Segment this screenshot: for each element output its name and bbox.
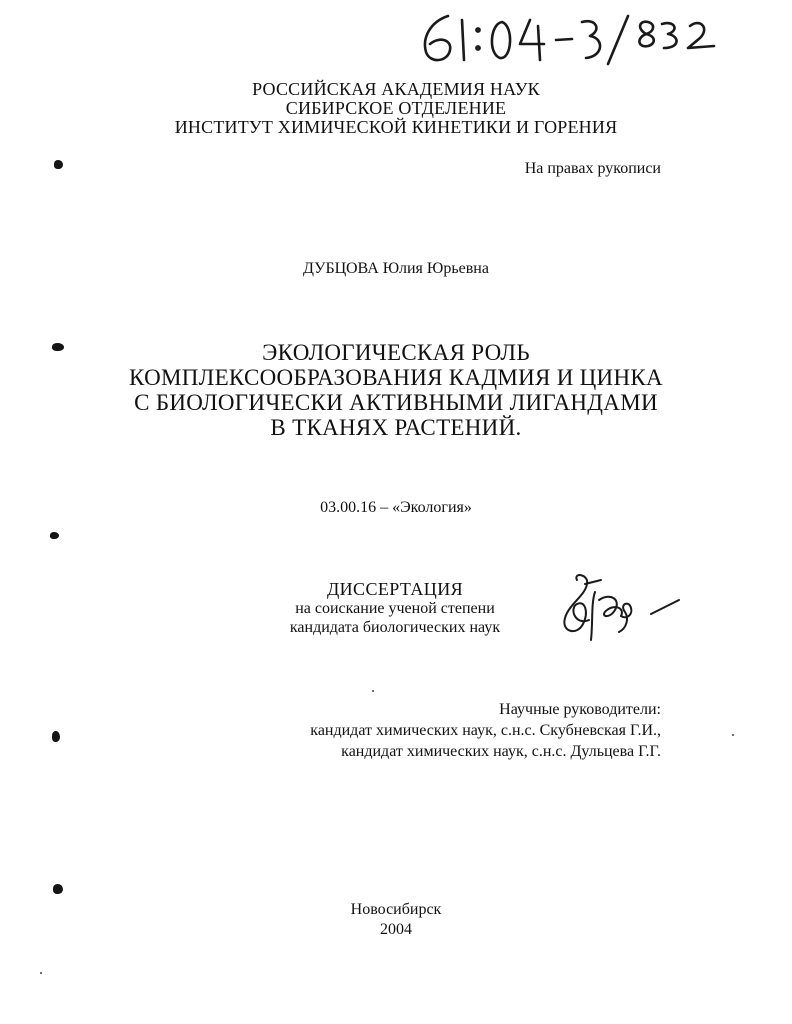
institution-line-branch: СИБИРСКОЕ ОТДЕЛЕНИЕ	[285, 98, 507, 118]
institution-header	[0, 80, 792, 137]
scan-speck	[372, 690, 374, 692]
author-name: ДУБЦОВА Юлия Юрьевна	[303, 260, 489, 277]
scientific-advisors	[310, 699, 661, 762]
degree-line-2: кандидата биологических наук	[289, 619, 501, 636]
scan-mark	[52, 731, 60, 742]
advisors-heading: Научные руководители:	[499, 701, 661, 718]
title-line-1: ЭКОЛОГИЧЕСКАЯ РОЛЬ	[262, 340, 530, 365]
city: Новосибирск	[350, 901, 442, 918]
place-and-year	[0, 900, 792, 940]
year: 2004	[380, 921, 412, 938]
handwritten-archive-number	[410, 8, 720, 68]
advisor-1: кандидат химических наук, с.н.с. Скубневская Г.И.,	[310, 722, 661, 739]
title-line-3: С БИОЛОГИЧЕСКИ АКТИВНЫМИ ЛИГАНДАМИ	[134, 390, 658, 415]
degree-line-1: на соискание ученой степени	[295, 600, 495, 617]
dissertation-heading: ДИССЕРТАЦИЯ	[326, 579, 464, 599]
scan-mark	[54, 160, 63, 169]
institution-line-institute: ИНСТИТУТ ХИМИЧЕСКОЙ КИНЕТИКИ И ГОРЕНИЯ	[174, 117, 618, 137]
scan-mark	[53, 884, 63, 894]
scan-speck	[732, 734, 734, 736]
handwritten-signature	[555, 570, 685, 645]
title-line-4: В ТКАНЯХ РАСТЕНИЙ.	[270, 415, 522, 440]
title-line-2: КОМПЛЕКСООБРАЗОВАНИЯ КАДМИЯ И ЦИНКА	[129, 365, 663, 390]
specialty-code: 03.00.16 – «Экология»	[320, 499, 472, 516]
dissertation-title	[0, 340, 792, 440]
advisor-2: кандидат химических наук, с.н.с. Дульцева Г.Г.	[341, 743, 661, 760]
scan-speck	[40, 972, 42, 974]
rights-note: На правах рукописи	[524, 160, 661, 177]
institution-line-academy: РОССИЙСКАЯ АКАДЕМИЯ НАУК	[252, 79, 540, 99]
dissertation-type-block	[260, 579, 530, 637]
scan-mark	[52, 343, 64, 351]
scan-mark	[50, 532, 59, 539]
